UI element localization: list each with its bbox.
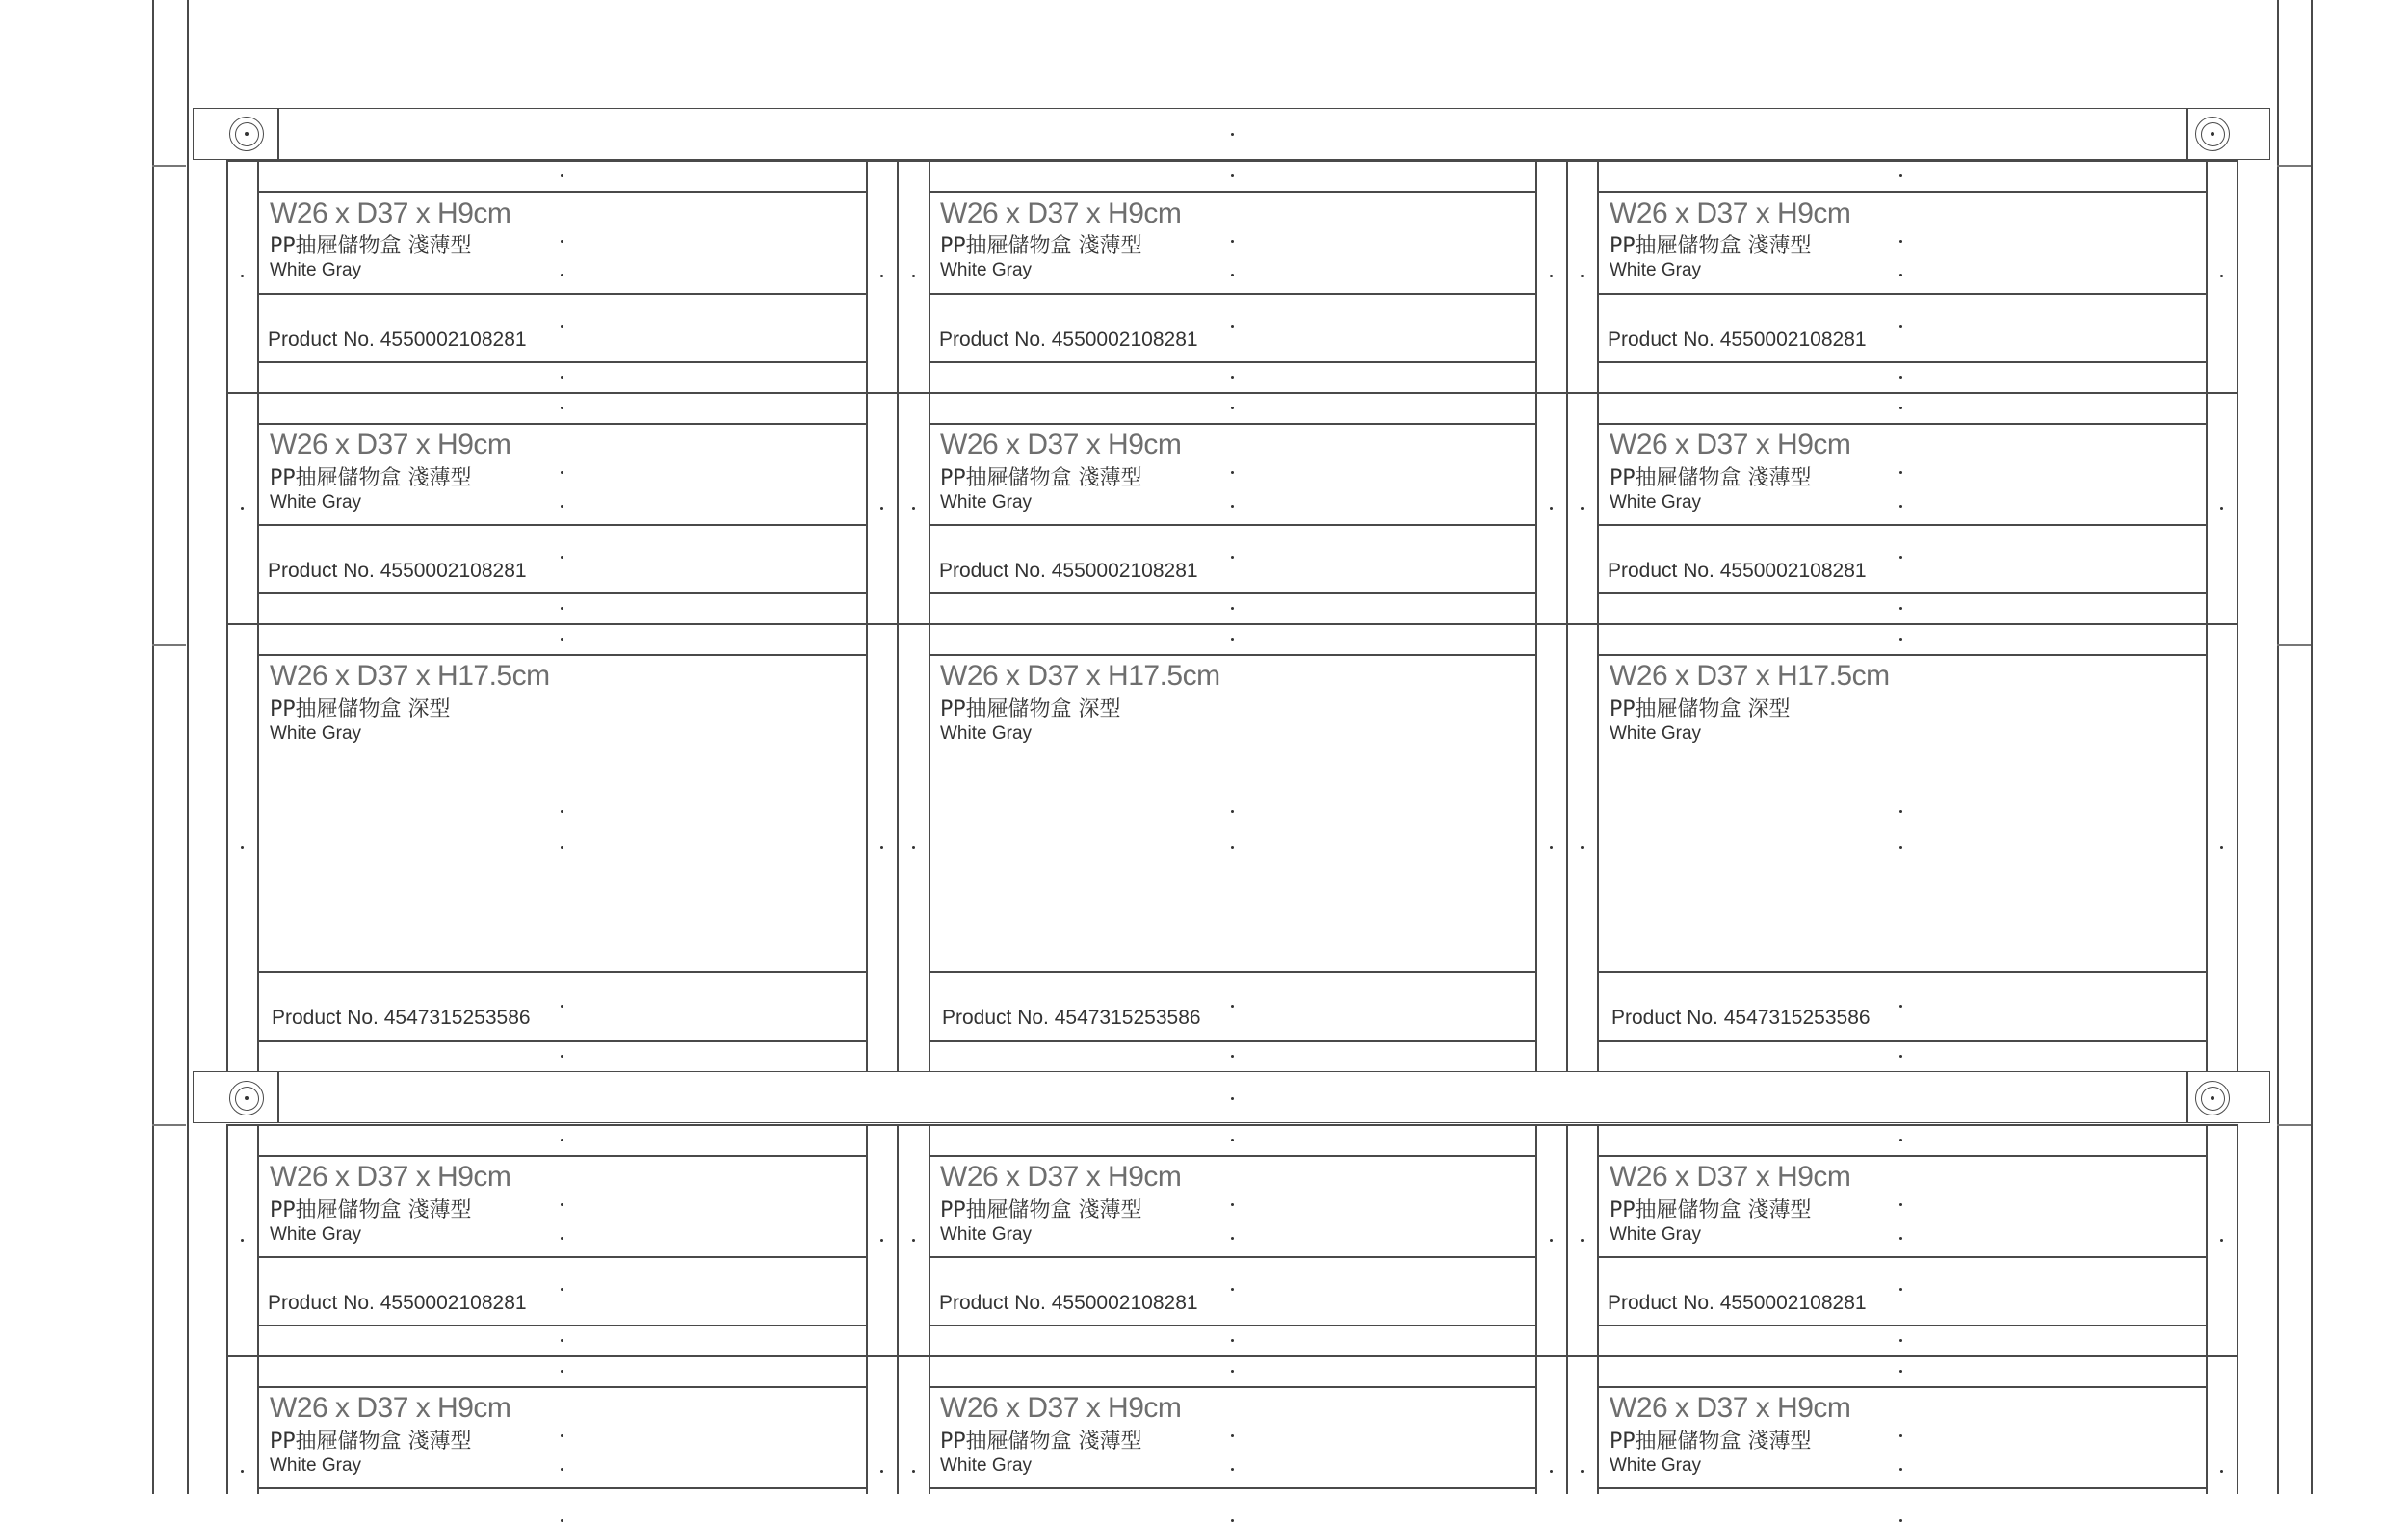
- reference-dot: [1899, 1468, 1902, 1471]
- reference-dot: [1899, 1370, 1902, 1373]
- label-footer-line: [929, 1040, 1536, 1042]
- label-footer-line: [929, 1325, 1536, 1326]
- label-color-text: White Gray: [270, 723, 362, 744]
- screw-icon: [2195, 1081, 2230, 1115]
- label-name-text: PP抽屜儲物盒 淺薄型: [940, 1198, 1142, 1222]
- reference-dot: [1231, 240, 1234, 243]
- reference-dot: [1899, 407, 1902, 409]
- label-footer-line: [1597, 361, 2206, 363]
- reference-dot: [2220, 846, 2223, 849]
- reference-dot: [241, 275, 244, 277]
- reference-dot: [1550, 1239, 1553, 1242]
- reference-dot: [1231, 607, 1234, 610]
- label-name-text: PP抽屜儲物盒 淺薄型: [270, 234, 472, 258]
- frame-post-outer-left: [152, 0, 154, 1494]
- label-header-line: [929, 654, 1536, 656]
- reference-dot: [1899, 1139, 1902, 1142]
- label-info-line: [1597, 1487, 2206, 1489]
- reference-dot: [1231, 1288, 1234, 1291]
- label-header-line: [257, 1155, 866, 1157]
- reference-dot: [1899, 174, 1902, 177]
- label-header-line: [257, 1386, 866, 1388]
- rail-divider-right-1: [2186, 1071, 2188, 1123]
- label-info-line: [1597, 293, 2206, 295]
- label-product-number: Product No. 4550002108281: [268, 560, 527, 582]
- reference-dot: [1899, 471, 1902, 474]
- carrier-line-1-3: [897, 1124, 899, 1494]
- label-name-text: PP抽屜儲物盒 淺薄型: [1610, 1430, 1812, 1454]
- reference-dot: [2220, 275, 2223, 277]
- reference-dot: [1231, 1468, 1234, 1471]
- frame-tick-right-0: [2277, 165, 2311, 167]
- screw-icon: [229, 1081, 264, 1115]
- label-header-line: [1597, 191, 2206, 193]
- label-header-line: [257, 654, 866, 656]
- carrier-line-1-6: [1566, 1124, 1568, 1494]
- frame-tick-right-1: [2277, 644, 2311, 646]
- label-info-line: [257, 524, 866, 526]
- carrier-line-0-5: [1535, 160, 1537, 1071]
- carrier-line-1-1: [257, 1124, 259, 1494]
- reference-dot: [1899, 1005, 1902, 1008]
- label-size-text: W26 x D37 x H9cm: [940, 429, 1182, 460]
- reference-dot: [1550, 846, 1553, 849]
- label-color-text: White Gray: [270, 1224, 362, 1245]
- reference-dot: [561, 505, 563, 508]
- label-info-line: [257, 1487, 866, 1489]
- reference-dot: [561, 1468, 563, 1471]
- row-top-4: [226, 1355, 2237, 1357]
- frame-post-inner-left: [187, 0, 189, 1494]
- label-info-line: [929, 971, 1536, 973]
- label-product-number: Product No. 4547315253586: [1611, 1007, 1871, 1029]
- reference-dot: [1899, 846, 1902, 849]
- reference-dot: [241, 846, 244, 849]
- reference-dot: [561, 1434, 563, 1437]
- reference-dot: [561, 1055, 563, 1058]
- label-product-number: Product No. 4547315253586: [942, 1007, 1201, 1029]
- row-top-1: [226, 392, 2237, 394]
- label-size-text: W26 x D37 x H9cm: [270, 1161, 511, 1193]
- reference-dot: [2220, 1470, 2223, 1473]
- label-color-text: White Gray: [1610, 260, 1702, 280]
- reference-dot: [1231, 407, 1234, 409]
- label-footer-line: [257, 361, 866, 363]
- reference-dot: [1899, 1237, 1902, 1240]
- label-name-text: PP抽屜儲物盒 淺薄型: [270, 1198, 472, 1222]
- label-size-text: W26 x D37 x H9cm: [270, 1392, 511, 1424]
- label-footer-line: [257, 1325, 866, 1326]
- label-color-text: White Gray: [940, 1224, 1033, 1245]
- label-info-line: [257, 971, 866, 973]
- reference-dot: [880, 1470, 883, 1473]
- label-name-text: PP抽屜儲物盒 淺薄型: [940, 1430, 1142, 1454]
- carrier-line-0-9: [2237, 160, 2238, 1071]
- frame-post-outer-right: [2311, 0, 2313, 1494]
- label-size-text: W26 x D37 x H17.5cm: [940, 660, 1220, 692]
- carrier-line-0-6: [1566, 160, 1568, 1071]
- label-header-line: [1597, 1155, 2206, 1157]
- rail-divider-left-1: [277, 1071, 279, 1123]
- label-info-line: [257, 293, 866, 295]
- reference-dot: [1581, 1470, 1584, 1473]
- rail-divider-left-0: [277, 108, 279, 160]
- carrier-line-0-1: [257, 160, 259, 1071]
- reference-dot: [1899, 240, 1902, 243]
- reference-dot: [880, 846, 883, 849]
- screw-icon: [2195, 117, 2230, 151]
- label-product-number: Product No. 4550002108281: [1608, 560, 1867, 582]
- reference-dot: [1899, 274, 1902, 276]
- label-size-text: W26 x D37 x H9cm: [1610, 197, 1851, 229]
- row-top-3: [226, 1124, 2237, 1126]
- reference-dot: [1231, 325, 1234, 328]
- reference-dot: [1231, 1055, 1234, 1058]
- reference-dot: [561, 810, 563, 813]
- reference-dot: [912, 507, 915, 510]
- carrier-line-1-9: [2237, 1124, 2238, 1494]
- label-color-text: White Gray: [940, 723, 1033, 744]
- label-footer-line: [1597, 1040, 2206, 1042]
- reference-dot: [1899, 1339, 1902, 1342]
- reference-dot: [1899, 505, 1902, 508]
- reference-dot: [1231, 556, 1234, 559]
- reference-dot: [561, 556, 563, 559]
- label-info-line: [257, 1256, 866, 1258]
- label-color-text: White Gray: [270, 260, 362, 280]
- label-size-text: W26 x D37 x H9cm: [940, 197, 1182, 229]
- label-color-text: White Gray: [1610, 1456, 1702, 1476]
- label-size-text: W26 x D37 x H9cm: [1610, 1161, 1851, 1193]
- label-info-line: [929, 1487, 1536, 1489]
- rail-divider-right-0: [2186, 108, 2188, 160]
- reference-dot: [1231, 810, 1234, 813]
- carrier-line-1-4: [929, 1124, 930, 1494]
- reference-dot: [1899, 607, 1902, 610]
- label-product-number: Product No. 4550002108281: [939, 328, 1198, 351]
- carrier-line-1-5: [1535, 1124, 1537, 1494]
- label-name-text: PP抽屜儲物盒 深型: [270, 697, 451, 722]
- label-color-text: White Gray: [1610, 492, 1702, 512]
- reference-dot: [1231, 1237, 1234, 1240]
- frame-tick-left-0: [152, 165, 186, 167]
- reference-dot: [561, 1139, 563, 1142]
- carrier-line-0-4: [929, 160, 930, 1071]
- frame-tick-left-2: [152, 1124, 186, 1126]
- label-info-line: [1597, 1256, 2206, 1258]
- frame-tick-right-2: [2277, 1124, 2311, 1126]
- reference-dot: [1581, 275, 1584, 277]
- reference-dot: [1899, 376, 1902, 379]
- label-footer-line: [257, 1040, 866, 1042]
- reference-dot: [912, 275, 915, 277]
- label-size-text: W26 x D37 x H17.5cm: [1610, 660, 1890, 692]
- reference-dot: [1231, 1370, 1234, 1373]
- label-name-text: PP抽屜儲物盒 淺薄型: [270, 466, 472, 490]
- label-color-text: White Gray: [940, 492, 1033, 512]
- label-product-number: Product No. 4550002108281: [268, 1292, 527, 1314]
- reference-dot: [561, 174, 563, 177]
- label-size-text: W26 x D37 x H9cm: [940, 1161, 1182, 1193]
- reference-dot: [561, 638, 563, 641]
- reference-dot: [561, 607, 563, 610]
- label-header-line: [1597, 654, 2206, 656]
- reference-dot: [561, 325, 563, 328]
- carrier-line-0-7: [1597, 160, 1599, 1071]
- label-footer-line: [257, 592, 866, 594]
- label-footer-line: [929, 361, 1536, 363]
- label-header-line: [257, 191, 866, 193]
- reference-dot: [241, 507, 244, 510]
- label-size-text: W26 x D37 x H9cm: [1610, 1392, 1851, 1424]
- reference-dot: [1231, 174, 1234, 177]
- label-product-number: Product No. 4550002108281: [939, 1292, 1198, 1314]
- carrier-line-0-3: [897, 160, 899, 1071]
- reference-dot: [1899, 1203, 1902, 1206]
- reference-dot: [241, 1470, 244, 1473]
- reference-dot: [1231, 846, 1234, 849]
- reference-dot: [1231, 505, 1234, 508]
- reference-dot: [1231, 1005, 1234, 1008]
- label-product-number: Product No. 4550002108281: [939, 560, 1198, 582]
- reference-dot: [561, 376, 563, 379]
- reference-dot: [1231, 133, 1234, 136]
- reference-dot: [912, 1239, 915, 1242]
- carrier-line-1-7: [1597, 1124, 1599, 1494]
- label-color-text: White Gray: [940, 1456, 1033, 1476]
- label-name-text: PP抽屜儲物盒 深型: [940, 697, 1121, 722]
- row-top-0: [226, 160, 2237, 162]
- frame-tick-left-1: [152, 644, 186, 646]
- label-color-text: White Gray: [270, 1456, 362, 1476]
- reference-dot: [2220, 1239, 2223, 1242]
- reference-dot: [561, 1005, 563, 1008]
- label-product-number: Product No. 4547315253586: [272, 1007, 531, 1029]
- reference-dot: [1899, 1434, 1902, 1437]
- reference-dot: [1581, 507, 1584, 510]
- carrier-line-1-8: [2206, 1124, 2208, 1494]
- carrier-line-0-8: [2206, 160, 2208, 1071]
- label-size-text: W26 x D37 x H9cm: [940, 1392, 1182, 1424]
- reference-dot: [241, 1239, 244, 1242]
- label-name-text: PP抽屜儲物盒 淺薄型: [1610, 1198, 1812, 1222]
- reference-dot: [2220, 507, 2223, 510]
- reference-dot: [561, 471, 563, 474]
- reference-dot: [561, 274, 563, 276]
- reference-dot: [1550, 507, 1553, 510]
- screw-icon: [229, 117, 264, 151]
- label-color-text: White Gray: [1610, 1224, 1702, 1245]
- reference-dot: [1899, 1288, 1902, 1291]
- reference-dot: [1899, 325, 1902, 328]
- label-name-text: PP抽屜儲物盒 淺薄型: [1610, 234, 1812, 258]
- reference-dot: [561, 1370, 563, 1373]
- label-size-text: W26 x D37 x H17.5cm: [270, 660, 550, 692]
- label-header-line: [257, 423, 866, 425]
- reference-dot: [1899, 1055, 1902, 1058]
- reference-dot: [1899, 638, 1902, 641]
- label-color-text: White Gray: [1610, 723, 1702, 744]
- label-name-text: PP抽屜儲物盒 淺薄型: [940, 234, 1142, 258]
- label-footer-line: [1597, 592, 2206, 594]
- label-header-line: [929, 191, 1536, 193]
- reference-dot: [561, 1237, 563, 1240]
- reference-dot: [1231, 1097, 1234, 1100]
- label-product-number: Product No. 4550002108281: [268, 328, 527, 351]
- label-footer-line: [1597, 1325, 2206, 1326]
- label-size-text: W26 x D37 x H9cm: [270, 429, 511, 460]
- reference-dot: [561, 240, 563, 243]
- label-header-line: [929, 1155, 1536, 1157]
- reference-dot: [880, 275, 883, 277]
- label-info-line: [1597, 971, 2206, 973]
- carrier-line-1-0: [226, 1124, 228, 1494]
- reference-dot: [1231, 376, 1234, 379]
- reference-dot: [880, 507, 883, 510]
- reference-dot: [1899, 810, 1902, 813]
- reference-dot: [1899, 556, 1902, 559]
- reference-dot: [880, 1239, 883, 1242]
- reference-dot: [561, 1339, 563, 1342]
- label-color-text: White Gray: [940, 260, 1033, 280]
- reference-dot: [1550, 275, 1553, 277]
- carrier-line-1-2: [866, 1124, 868, 1494]
- row-top-2: [226, 623, 2237, 625]
- label-footer-line: [929, 592, 1536, 594]
- reference-dot: [912, 846, 915, 849]
- label-product-number: Product No. 4550002108281: [1608, 1292, 1867, 1314]
- reference-dot: [1231, 1339, 1234, 1342]
- label-info-line: [1597, 524, 2206, 526]
- label-info-line: [929, 1256, 1536, 1258]
- carrier-line-0-2: [866, 160, 868, 1071]
- label-info-line: [929, 524, 1536, 526]
- label-header-line: [1597, 1386, 2206, 1388]
- label-info-line: [929, 293, 1536, 295]
- reference-dot: [1231, 1139, 1234, 1142]
- reference-dot: [1231, 471, 1234, 474]
- label-header-line: [929, 423, 1536, 425]
- reference-dot: [1231, 1434, 1234, 1437]
- reference-dot: [1231, 274, 1234, 276]
- label-name-text: PP抽屜儲物盒 淺薄型: [940, 466, 1142, 490]
- reference-dot: [1581, 846, 1584, 849]
- label-product-number: Product No. 4550002108281: [1608, 328, 1867, 351]
- frame-post-inner-right: [2277, 0, 2279, 1494]
- reference-dot: [561, 846, 563, 849]
- label-name-text: PP抽屜儲物盒 淺薄型: [1610, 466, 1812, 490]
- label-name-text: PP抽屜儲物盒 深型: [1610, 697, 1791, 722]
- reference-dot: [1231, 638, 1234, 641]
- label-name-text: PP抽屜儲物盒 淺薄型: [270, 1430, 472, 1454]
- label-color-text: White Gray: [270, 492, 362, 512]
- label-header-line: [1597, 423, 2206, 425]
- carrier-line-0-0: [226, 160, 228, 1071]
- reference-dot: [561, 1288, 563, 1291]
- reference-dot: [1231, 1203, 1234, 1206]
- label-size-text: W26 x D37 x H9cm: [270, 197, 511, 229]
- reference-dot: [561, 1203, 563, 1206]
- label-size-text: W26 x D37 x H9cm: [1610, 429, 1851, 460]
- reference-dot: [1581, 1239, 1584, 1242]
- reference-dot: [912, 1470, 915, 1473]
- label-header-line: [929, 1386, 1536, 1388]
- reference-dot: [561, 407, 563, 409]
- reference-dot: [1550, 1470, 1553, 1473]
